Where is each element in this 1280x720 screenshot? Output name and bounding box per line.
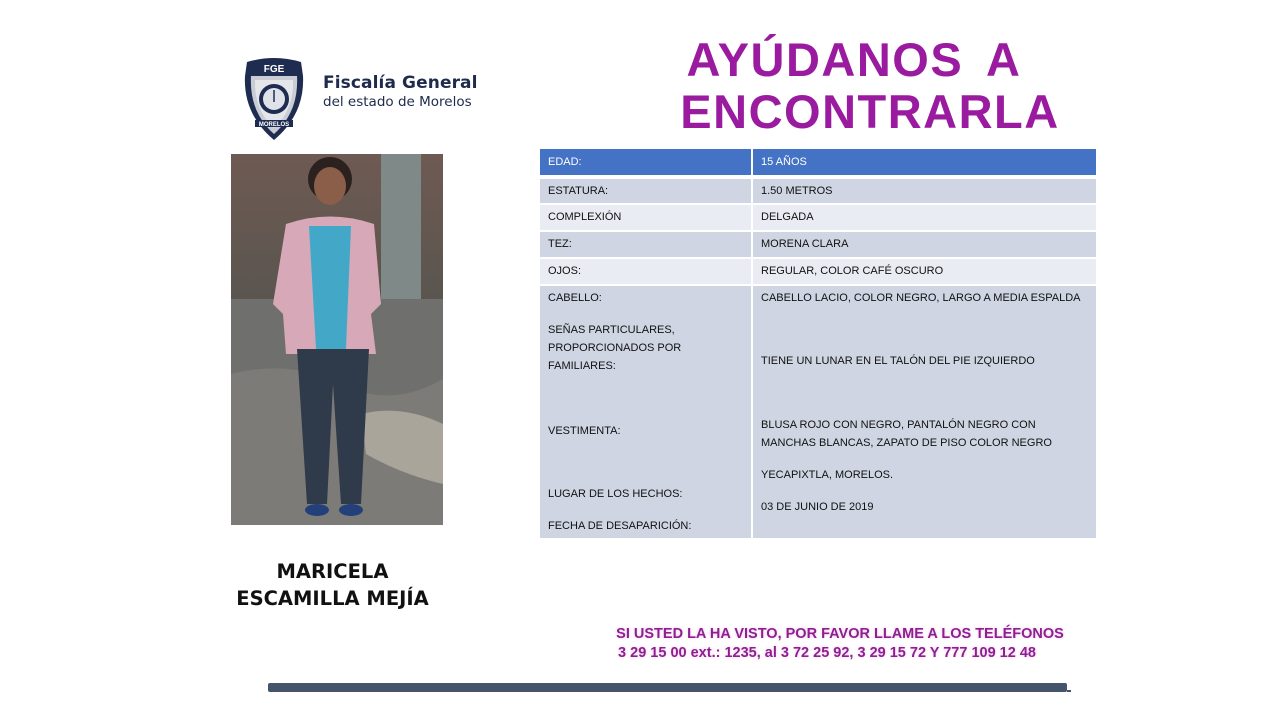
label-fecha: FECHA DE DESAPARICIÓN: xyxy=(548,520,692,532)
headline-line2: ENCONTRARLA xyxy=(680,85,1060,138)
value-estatura: 1.50 METROS xyxy=(753,179,1096,203)
details-labels xyxy=(540,286,753,538)
details-values xyxy=(753,286,1096,538)
headline-line1: AYÚDANOS A xyxy=(686,33,1022,86)
headline xyxy=(600,34,1090,138)
call-line1: SI USTED LA HA VISTO, POR FAVOR LLAME A LOS TELÉFONOS xyxy=(616,626,1064,642)
label-tez: TEZ: xyxy=(540,232,753,257)
value-vestimenta-1: BLUSA ROJO CON NEGRO, PANTALÓN NEGRO CON xyxy=(761,419,1036,431)
missing-person-name xyxy=(225,558,440,612)
missing-person-photo xyxy=(231,154,443,525)
police-badge-icon xyxy=(241,56,307,142)
label-lugar: LUGAR DE LOS HECHOS: xyxy=(548,488,683,500)
table-row-edad xyxy=(540,149,1096,175)
label-vestimenta: VESTIMENTA: xyxy=(548,425,621,437)
value-ojos: REGULAR, COLOR CAFÉ OSCURO xyxy=(753,259,1096,284)
last-names: ESCAMILLA MEJÍA xyxy=(236,587,429,610)
label-edad: EDAD: xyxy=(540,149,753,175)
table-row-details xyxy=(540,286,1096,538)
value-vestimenta-2: MANCHAS BLANCAS, ZAPATO DE PISO COLOR NEGRO xyxy=(761,437,1052,449)
footer-bar-tip xyxy=(1067,690,1071,692)
fge-badge-logo xyxy=(241,56,307,142)
logo-title: Fiscalía General xyxy=(323,73,478,93)
label-complexion: COMPLEXIÓN xyxy=(540,205,753,230)
svg-text:FGE: FGE xyxy=(263,64,285,75)
value-senas: TIENE UN LUNAR EN EL TALÓN DEL PIE IZQUIERDO xyxy=(761,355,1035,367)
table-row-ojos xyxy=(540,259,1096,284)
svg-text:MORELOS: MORELOS xyxy=(258,122,290,128)
label-cabello: CABELLO: xyxy=(548,292,602,304)
label-senas-1: SEÑAS PARTICULARES, xyxy=(548,324,675,336)
table-row-estatura xyxy=(540,179,1096,203)
label-estatura: ESTATURA: xyxy=(540,179,753,203)
table-row-tez xyxy=(540,232,1096,257)
logo-subtitle: del estado de Morelos xyxy=(323,94,472,110)
first-name: MARICELA xyxy=(276,560,389,583)
value-cabello: CABELLO LACIO, COLOR NEGRO, LARGO A MEDIA ESPALDA xyxy=(761,292,1081,304)
footer-bar xyxy=(268,683,1067,692)
value-complexion: DELGADA xyxy=(753,205,1096,230)
call-phone-numbers: 3 29 15 00 ext.: 1235, al 3 72 25 92, 3 29 15 72 Y 777 109 12 48 xyxy=(618,645,1036,661)
label-ojos: OJOS: xyxy=(540,259,753,284)
table-row-complexion xyxy=(540,205,1096,230)
value-tez: MORENA CLARA xyxy=(753,232,1096,257)
value-fecha: 03 DE JUNIO DE 2019 xyxy=(761,501,874,513)
label-senas-2: PROPORCIONADOS POR xyxy=(548,342,682,354)
label-senas-3: FAMILIARES: xyxy=(548,360,616,372)
call-to-action xyxy=(560,625,1120,663)
value-edad: 15 AÑOS xyxy=(753,149,1096,175)
value-lugar: YECAPIXTLA, MORELOS. xyxy=(761,469,894,481)
